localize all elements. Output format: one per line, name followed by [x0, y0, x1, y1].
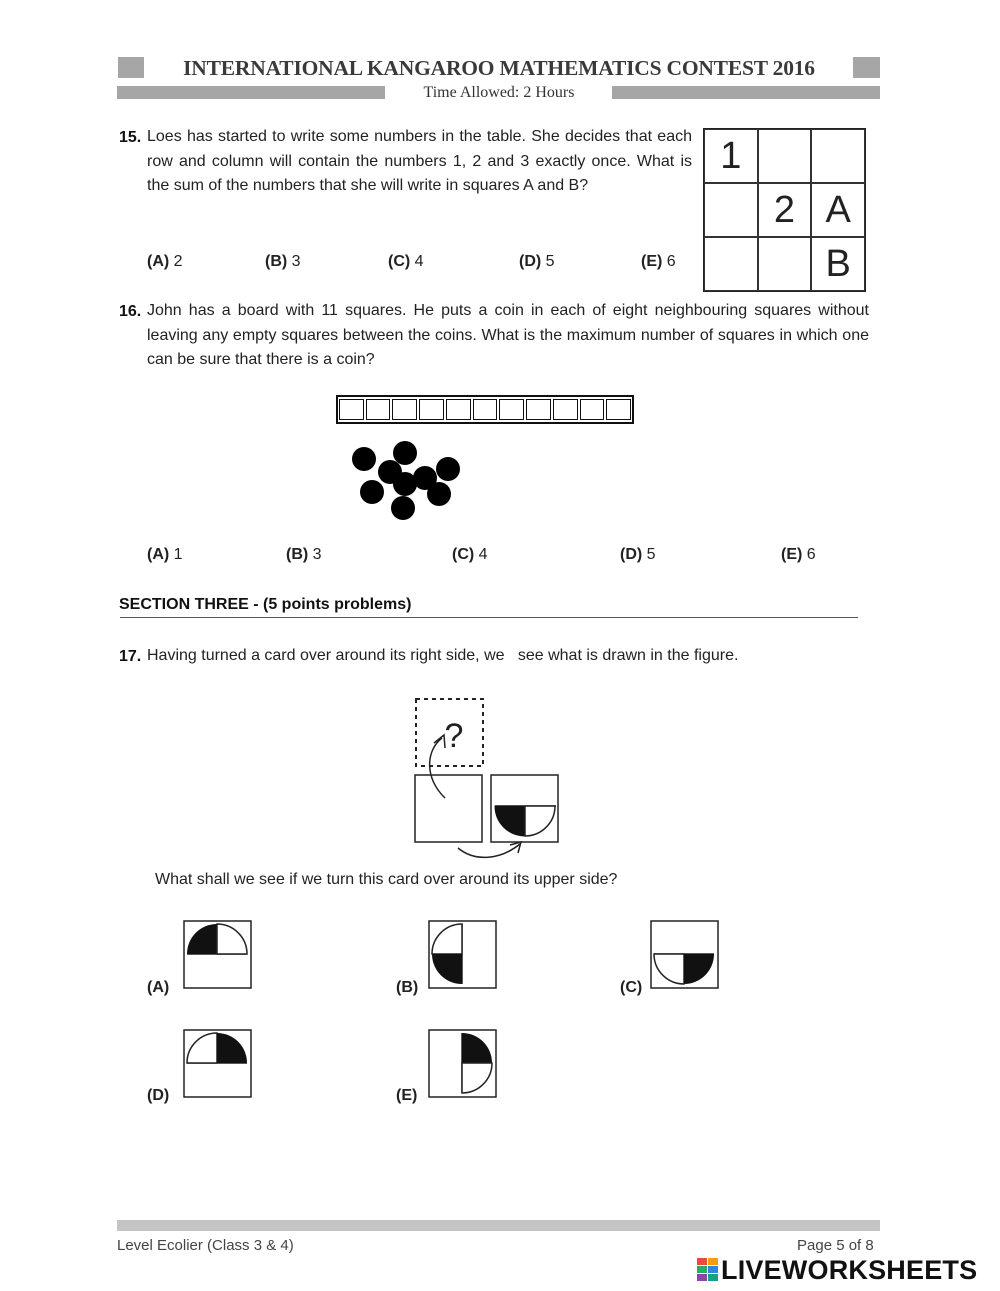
- q15-option-c[interactable]: (C) 4: [388, 253, 424, 270]
- q15-option-b[interactable]: (B) 3: [265, 253, 301, 270]
- q15-number: 15.: [119, 129, 142, 146]
- board-square: [606, 399, 631, 420]
- board-square: [526, 399, 551, 420]
- curved-arrow-right: [458, 844, 520, 857]
- q17-option-a-label[interactable]: (A): [147, 979, 170, 996]
- footer-page-number: Page 5 of 8: [797, 1237, 874, 1254]
- contest-title: INTERNATIONAL KANGAROO MATHEMATICS CONTEST 2016: [152, 56, 846, 80]
- table-cell: 2: [758, 183, 812, 237]
- board-square: [553, 399, 578, 420]
- header-bar-left: [118, 57, 144, 78]
- coin: [391, 496, 415, 520]
- q15-option-d[interactable]: (D) 5: [519, 253, 555, 270]
- subheader-bar-left: [117, 86, 385, 99]
- coins-cluster: [350, 440, 465, 525]
- q17-option-c-label[interactable]: (C): [620, 979, 643, 996]
- card-flip-figure: [400, 690, 570, 870]
- table-cell: B: [811, 237, 865, 291]
- board-square: [499, 399, 524, 420]
- q17-option-a-card[interactable]: [183, 920, 252, 989]
- liveworksheets-logo-icon: [697, 1258, 719, 1282]
- table-cell: A: [811, 183, 865, 237]
- q16-option-e[interactable]: (E) 6: [781, 546, 816, 563]
- header-bar-right: [853, 57, 880, 78]
- q15-number-table: [703, 128, 866, 292]
- q15-option-a[interactable]: (A) 2: [147, 253, 183, 270]
- coin: [427, 482, 451, 506]
- board-square: [419, 399, 444, 420]
- question-mark: ?: [444, 717, 464, 755]
- coin: [393, 472, 417, 496]
- board-square: [580, 399, 605, 420]
- board-square: [366, 399, 391, 420]
- board-square: [392, 399, 417, 420]
- table-cell: [704, 183, 758, 237]
- q15-text: Loes has started to write some numbers in the table. She decides that each row and column will contain the numbers 1, 2 and 3 exactly once. What is the sum of the numbers that she will write in squares A and B?: [147, 128, 692, 194]
- section-divider: [120, 617, 858, 618]
- q17-option-e-card[interactable]: [428, 1029, 497, 1098]
- liveworksheets-wordmark: LIVEWORKSHEETS: [721, 1254, 978, 1285]
- board-square: [339, 399, 364, 420]
- footer-level: Level Ecolier (Class 3 & 4): [117, 1237, 294, 1254]
- q17-number: 17.: [119, 648, 142, 665]
- q16-option-d[interactable]: (D) 5: [620, 546, 656, 563]
- coin: [360, 480, 384, 504]
- eleven-square-board: [336, 395, 634, 424]
- liveworksheets-logo[interactable]: [697, 1254, 977, 1286]
- q17-option-d-card[interactable]: [183, 1029, 252, 1098]
- board-square: [446, 399, 471, 420]
- q17-followup: What shall we see if we turn this card over around its upper side?: [155, 871, 618, 888]
- q16-option-c[interactable]: (C) 4: [452, 546, 488, 563]
- q15-option-e[interactable]: (E) 6: [641, 253, 676, 270]
- blank-card: [415, 775, 482, 842]
- q17-text: Having turned a card over around its right side, we see what is drawn in the figure.: [147, 647, 739, 664]
- q17-option-e-label[interactable]: (E): [396, 1087, 418, 1104]
- q17-option-b-card[interactable]: [428, 920, 497, 989]
- subheader-bar-right: [612, 86, 880, 99]
- q16-text: John has a board with 11 squares. He puts a coin in each of eight neighbouring squares without leaving any empty squares between the coins. What is the maximum number of squares in which one can be sure that there is a coin?: [147, 302, 869, 368]
- board-square: [473, 399, 498, 420]
- section-title: SECTION THREE - (5 points problems): [119, 596, 412, 613]
- table-cell: 1: [704, 129, 758, 183]
- table-cell: [704, 237, 758, 291]
- q16-option-a[interactable]: (A) 1: [147, 546, 183, 563]
- q17-option-c-card[interactable]: [650, 920, 719, 989]
- table-cell: [758, 237, 812, 291]
- table-cell: [811, 129, 865, 183]
- coin: [352, 447, 376, 471]
- footer-bar: [117, 1220, 880, 1231]
- coin: [436, 457, 460, 481]
- q17-option-b-label[interactable]: (B): [396, 979, 419, 996]
- table-cell: [758, 129, 812, 183]
- q16-option-b[interactable]: (B) 3: [286, 546, 322, 563]
- time-allowed: Time Allowed: 2 Hours: [388, 83, 610, 103]
- curved-arrow-up: [430, 738, 445, 798]
- q16-number: 16.: [119, 303, 142, 320]
- q17-option-d-label[interactable]: (D): [147, 1087, 170, 1104]
